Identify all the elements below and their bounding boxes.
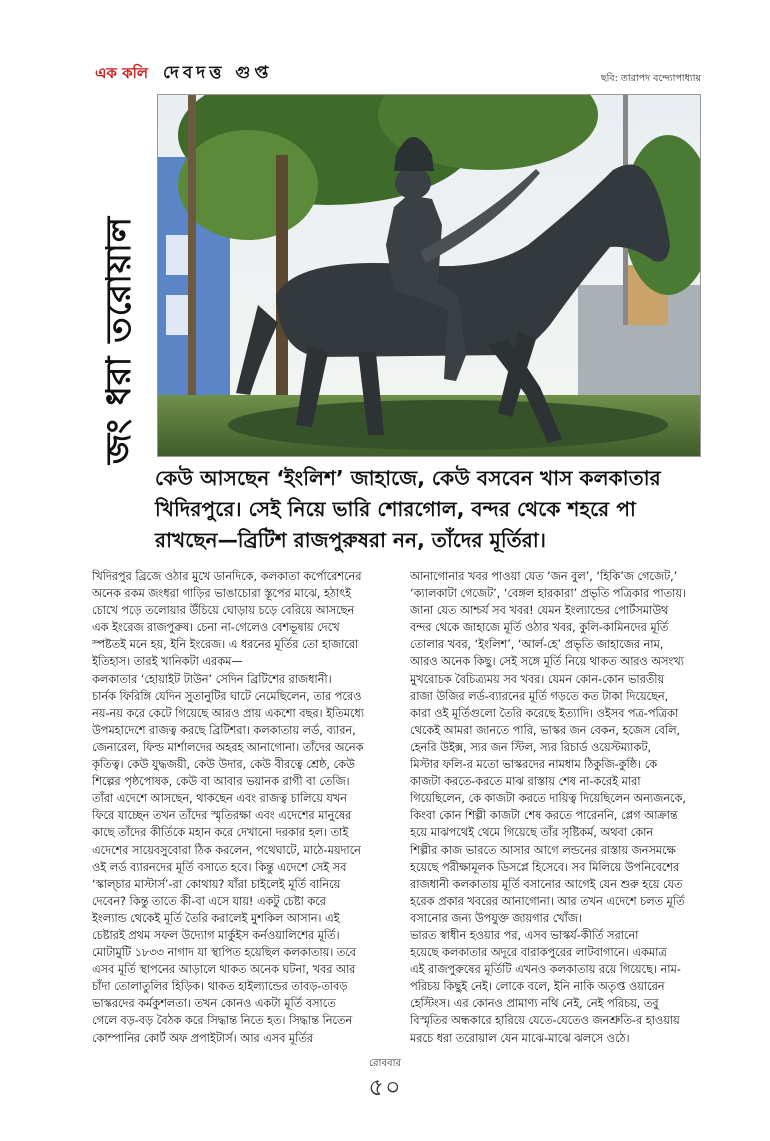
body-line: মিস্টার ফলি-র মতো ভাস্করদের নামধাম ঠিকুজি-কুষ্ঠি। কে	[410, 758, 658, 772]
body-line: শিল্পীর কাজ ভারতে আসার আগে লন্ডনের রাস্তায় জনসমক্ষে	[410, 843, 676, 857]
body-line: গেলে বড়-বড় বৈঠক করে সিদ্ধান্ত নিতে হত। সিদ্ধান্ত নিতেন	[92, 1014, 353, 1028]
body-line: তাঁরা এদেশে আসছেন, থাকছেন এবং রাজত্ব চালিয়ে যখন	[92, 792, 347, 806]
body-line: চাঁদা তোলাতুলির হিড়িক। থাকত হাইল্যান্ডের তাবড়-তাবড়	[92, 980, 348, 994]
body-line: হেনরি উইক্স, স্যর জন স্টিল, স্যর রিচার্ড ওয়েস্টম্যাকট,	[410, 740, 652, 754]
body-line: কৃতিত্ব। কেউ যুদ্ধজয়ী, কেউ উদার, কেউ বীরত্বে শ্রেষ্ঠ, কেউ	[92, 758, 355, 772]
body-line: চোখে পড়ে তলোয়ার উঁচিয়ে ঘোড়ায় চড়ে বেরিয়ে আসছেন	[92, 604, 355, 618]
body-line: ফিরে যাচ্ছেন তখন তাঁদের স্মৃতিরক্ষা এবং এদেশের মানুষের	[92, 809, 352, 823]
body-line: ভারত স্বাধীন হওয়ার পর, এসব ভাস্কর্য-কীর্তি সরানো	[410, 928, 639, 942]
standfirst-line: কেউ আসছেন ‘ইংলিশ’ জাহাজে, কেউ বসবেন খাস কলকাতার	[155, 466, 661, 490]
body-line: হয়েছে কলকাতার অদূরে বারাকপুরের লাটবাগানে। একমাত্র	[410, 946, 667, 960]
body-line: পরিচয় কিছুই নেই। লোকে বলে, ইনি নাকি অতৃপ্ত ওয়ারেন	[410, 980, 665, 994]
body-line: মরচে ধরা তরোয়াল যেন মাঝে-মাঝে ঝলসে ওঠে।	[410, 1031, 630, 1045]
standfirst	[155, 463, 701, 556]
body-line: ‘ক্যালকাটা গেজেট’, ‘বেঙ্গল হারকারা’ প্রভৃতি পত্রিকার পাতায়।	[410, 587, 687, 601]
body-line: বসানোর জন্য উপযুক্ত জায়গার খোঁজ।	[410, 911, 582, 925]
body-line: আরও অনেক কিছু। সেই সঙ্গে মূর্তি নিয়ে থাকত আরও অসংখ্য	[410, 655, 684, 669]
body-line: কিংবা কোন শিল্পী কাজটা শেষ করতে পারেননি, প্লেগ আক্রান্ত	[410, 809, 678, 823]
body-line: অনেক রকম জংধরা গাড়ির ভাঙাচোরা স্তূপের মাঝে, হঠাৎই	[92, 587, 351, 601]
body-line: কলকাতার ‘হোয়াইট টাউন’ সেদিন ব্রিটিশের রাজধানী।	[92, 672, 332, 686]
body-line: কারা ওই মূর্তিগুলো তৈরি করেছে ইত্যাদি। ওইসব পত্র-পত্রিকা	[410, 706, 679, 720]
body-line: হেস্টিংস। এর কোনও প্রামাণ্য নথি নেই, নেই পরিচয়, তবু	[410, 997, 659, 1011]
body-line: হয়েছে পরীক্ষামূলক ডিসপ্লে হিসেবে। সব মিলিয়ে উপনিবেশের	[410, 860, 680, 874]
standfirst-line: রাখছেন—ব্রিটিশ রাজপুরুষরা নন, তাঁদের মূর্তিরা।	[155, 528, 546, 552]
body-line: কোম্পানির কোর্ট অফ প্রপাইটার্স। আর এসব মূর্তির	[92, 1031, 314, 1045]
body-line: ওই লর্ড ব্যারনদের মূর্তি বসাতে হবে। কিন্তু এদেশে সেই সব	[92, 860, 347, 874]
body-line: এক ইংরেজ রাজপুরুষ। চেনা না-গেলেও বেশভূষায় দেখে	[92, 621, 340, 635]
body-line: নয়-নয় করে কেটে গিয়েছে আরও প্রায় একশো বছর। ইতিমধ্যে	[92, 706, 364, 720]
body-line: ইতিহাস। তারই খানিকটা এরকম—	[92, 655, 243, 669]
equestrian-statue-photo	[157, 94, 701, 457]
body-line: রাজধানী কলকাতায় মূর্তি বসানোর আগেই যেন শুরু হয়ে যেত	[410, 877, 683, 891]
body-line: মুখরোচক বৈচিত্র্যময় সব খবর। যেমন কোন-কোন ভারতীয়	[410, 672, 665, 686]
author-name: দেবদত্ত গুপ্ত	[163, 63, 273, 83]
article-column-left	[92, 568, 384, 1047]
body-line: থেকেই আমরা জানতে পারি, ভাস্কর জন বেকন, হজেস বেলি,	[410, 723, 681, 737]
body-line: কাছে তাঁদের কীর্তিকে মহান করে দেখানো দরকার হল। তাই	[92, 826, 349, 840]
body-line: হয়ে মাঝপথেই থেমে গিয়েছে তাঁর সৃষ্টিকর্ম, অথবা কোন	[410, 826, 654, 840]
page-footer	[340, 1056, 430, 1099]
body-line: তোলার খবর, ‘ইংলিশ’, ‘আর্ল-হে’ প্রভৃতি জাহাজের নাম,	[410, 638, 664, 652]
body-line: ‘স্কাল্‌চার মাস্টার্স’-রা কোথায়? যাঁরা চাইলেই মূর্তি বানিয়ে	[92, 877, 341, 891]
section-label: এক কলি	[95, 64, 149, 82]
article-column-right	[410, 568, 702, 1047]
body-line: বিস্মৃতির অন্ধকারে হারিয়ে যেতে-যেতেও জনশ্রুতি-র হাওয়ায়	[410, 1014, 680, 1028]
page-number: ৫০	[368, 1073, 402, 1101]
body-line: বন্দর থেকে জাহাজে মূর্তি ওঠার খবর, কুলি-কামিনদের মূর্তি	[410, 621, 669, 635]
body-line: শিল্পের পৃষ্ঠপোষক, কেউ বা আবার ভয়ানক রাগী বা তেজি।	[92, 775, 350, 789]
body-line: কাজটা করতে-করতে মাঝ রাস্তায় শেষ না-করেই মারা	[410, 775, 641, 789]
body-line: হরেক প্রকার খবরের আনাগোনা। আর তখন এদেশে চলত মূর্তি	[410, 894, 685, 908]
body-line: এসব মূর্তি স্থাপনের আড়ালে থাকত অনেক ঘটনা, খবর আর	[92, 963, 356, 977]
headline-text: জং ধরা তরোয়াল	[99, 215, 139, 465]
body-line: ইংল্যান্ড থেকেই মূর্তি তৈরি করালেই মুশকিল আসান। এই	[92, 911, 340, 925]
body-line: এই রাজপুরুষের মূর্তিটি এখনও কলকাতায় রয়ে গিয়েছে। নাম-	[410, 963, 681, 977]
body-line: রাজা উজির লর্ড-ব্যারনের মূর্তি গড়তে কত টাকা দিয়েছেন,	[410, 689, 669, 703]
page-header	[95, 62, 701, 84]
body-line: চার্নক ফিরিঙ্গি যেদিন সুতানুটির ঘাটে নেমেছিলেন, তার পরেও	[92, 689, 362, 703]
body-line: আনাগোনার খবর পাওয়া যেত ‘জন বুল’, ‘হিকি’জ গেজেট,’	[410, 570, 678, 583]
body-line: গিয়েছিলেন, কে কাজটা করতে দায়িত্ব দিয়েছিলেন অন্যজনকে,	[410, 792, 686, 806]
body-line: মোটামুটি ১৮৩৩ নাগাদ যা স্থাপিত হয়েছিল কলকাতায়। তবে	[92, 946, 357, 960]
body-line: জানা যেত আশ্চর্য সব খবর! যেমন ইংল্যান্ডের পোর্টসমাউথ	[410, 604, 669, 618]
body-line: ভাস্করদের কর্মকুশলতা। তখন কোনও একটা মূর্তি বসাতে	[92, 997, 336, 1011]
headline	[94, 200, 144, 480]
body-line: জেনারেল, ফিল্ড মার্শালদের অহরহ আনাগোনা। তাঁদের অনেক	[92, 740, 364, 754]
body-line: স্পষ্টতই মনে হয়, ইনি ইংরেজ। এ ধরনের মূর্তির তো হাজারো	[92, 638, 359, 652]
standfirst-line: খিদিরপুরে। সেই নিয়ে ভারি শোরগোল, বন্দর থেকে শহরে পা	[155, 497, 636, 521]
article-body	[92, 568, 702, 1048]
statue-illustration	[158, 95, 700, 456]
photo-credit: ছবি: তারাপদ বন্দ্যোপাধ্যায়	[600, 73, 701, 84]
body-line: এদেশের সায়েবসুবোরা ঠিক করলেন, পথেঘাটে, মাঠে-ময়দানে	[92, 843, 361, 857]
body-line: উপমহাদেশে রাজত্ব করছে ব্রিটিশরা। কলকাতায় লর্ড, ব্যারন,	[92, 723, 356, 737]
body-line: খিদিরপুর ব্রিজে ওঠার মুখে ডানদিকে, কলকাতা কর্পোরেশনের	[92, 570, 362, 583]
body-line: চেষ্টারই প্রথম সফল উদ্যোগ মার্কুইস কর্নওয়ালিশের মূর্তি।	[92, 928, 340, 942]
magazine-name: রোববার	[369, 1058, 401, 1069]
body-line: দেবেন? কিন্তু তাতে কী-বা এসে যায়! একটু চেষ্টা করে	[92, 894, 326, 908]
